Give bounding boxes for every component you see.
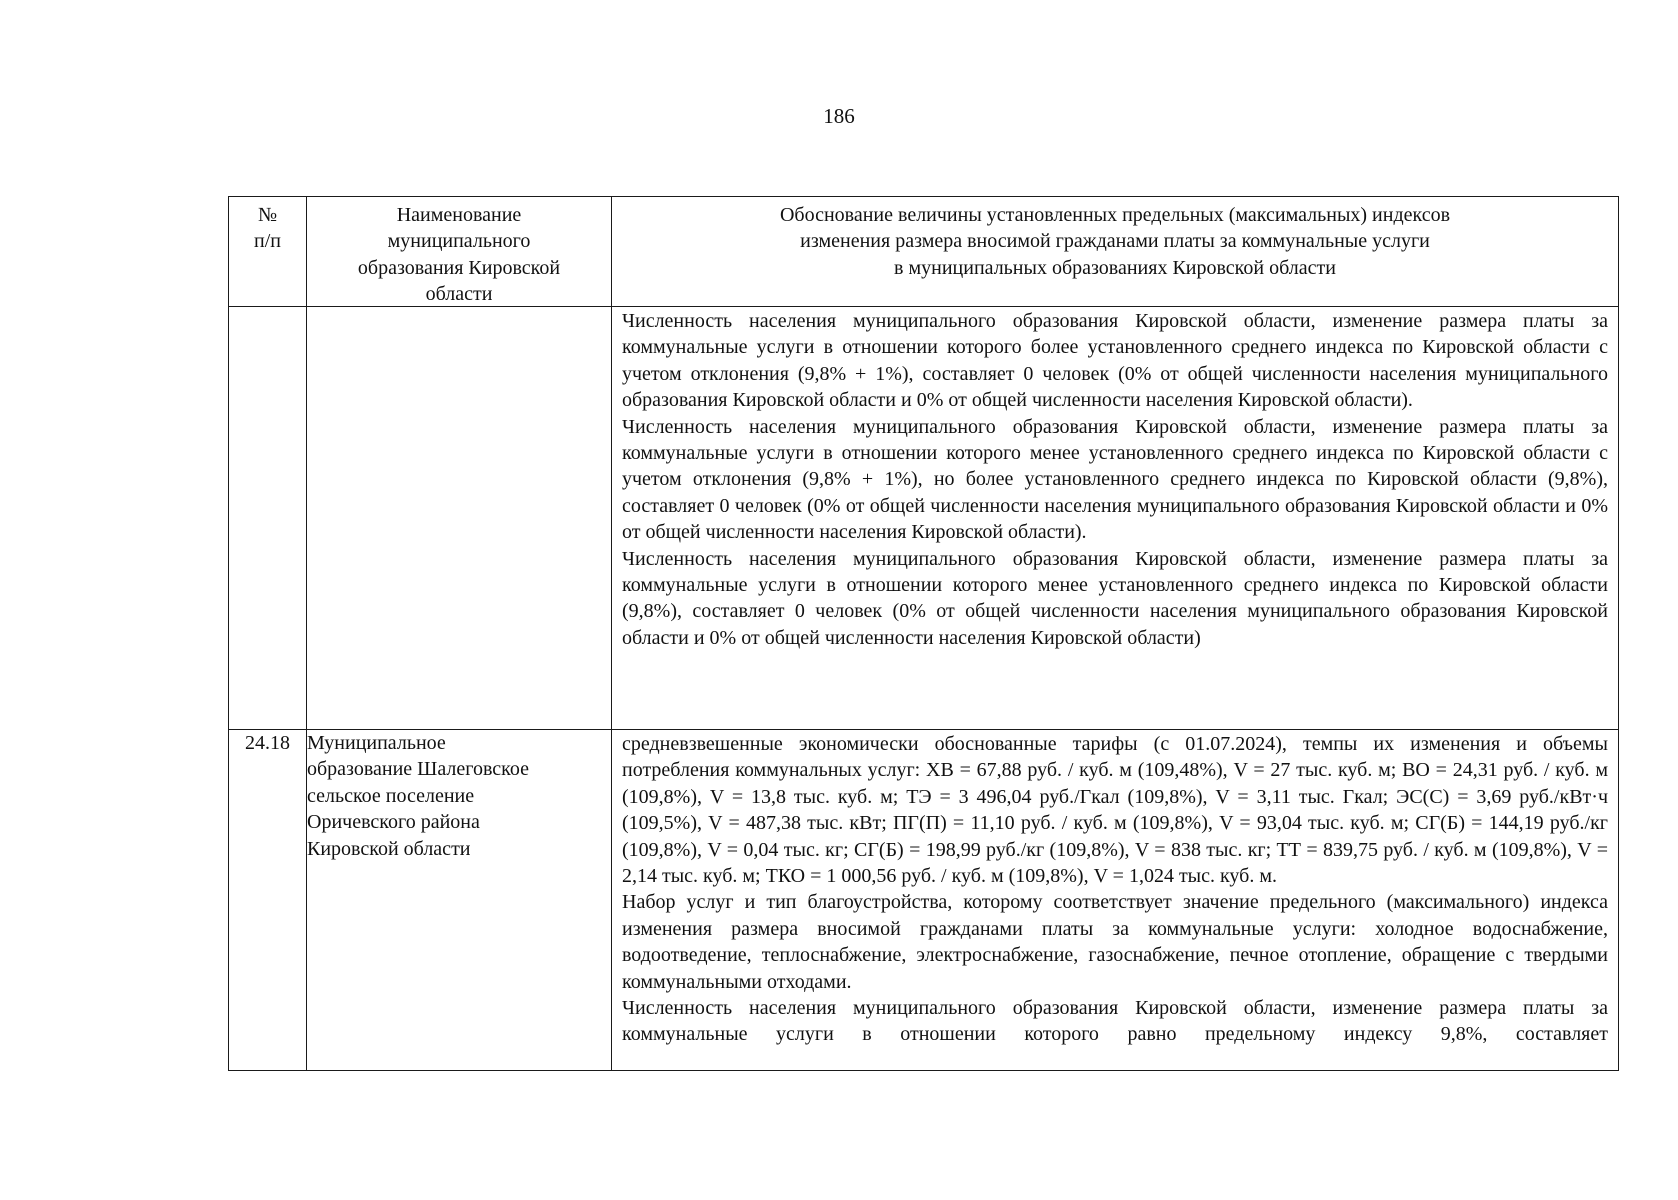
- table-row: [229, 307, 1619, 730]
- justification-cell: [612, 730, 1619, 1071]
- table-row: [229, 730, 1619, 1071]
- header-just-line: изменения размера вносимой гражданами платы за коммунальные услуги: [800, 230, 1430, 253]
- justification-cell: [612, 307, 1619, 730]
- header-municipality-name: [307, 197, 612, 307]
- header-name-line: области: [425, 283, 493, 306]
- header-num-line: п/п: [254, 230, 281, 253]
- justification-paragraph: Численность населения муниципального образования Кировской области, изменение размера платы за коммунальные услуги в отношении которого более установленного среднего индекса по Кировской области с учетом отклонения (9,8% + 1%), составляет 0 человек (0% от общей численности населения муниципального образования Кировской области и 0% от общей численности населения Кировской области).: [622, 310, 1608, 412]
- header-name-line: Наименование: [396, 204, 522, 226]
- header-justification: [612, 197, 1619, 307]
- row-number-cell: [229, 307, 307, 730]
- header-just-line: в муниципальных образованиях Кировской области: [894, 256, 1336, 279]
- justification-paragraph: Набор услуг и тип благоустройства, которому соответствует значение предельного (максимального) индекса изменения размера вносимой гражданами платы за коммунальные услуги: холодное водоснабжение, водоотведение, теплоснабжение, электроснабжение, газоснабжение, печное отопление, обращение с твердыми коммунальными отходами.: [622, 891, 1608, 993]
- justification-paragraph: Численность населения муниципального образования Кировской области, изменение размера платы за коммунальные услуги в отношении которого менее установленного среднего индекса по Кировской области с учетом отклонения (9,8% + 1%), но более установленного среднего индекса по Кировской области (9,8%), составляет 0 человек (0% от общей численности населения муниципального образования Кировской области и 0% от общей численности населения Кировской области).: [622, 415, 1608, 544]
- municipality-name-cell: [307, 307, 612, 730]
- justification-paragraph: Численность населения муниципального образования Кировской области, изменение размера платы за коммунальные услуги в отношении которого равно предельному индексу 9,8%, составляет: [622, 997, 1608, 1046]
- municipality-name-cell: [307, 730, 612, 1071]
- justification-paragraph: Численность населения муниципального образования Кировской области, изменение размера платы за коммунальные услуги в отношении которого менее установленного среднего индекса по Кировской области (9,8%), составляет 0 человек (0% от общей численности населения муниципального образования Кировской области и 0% от общей численности населения Кировской области): [622, 547, 1608, 649]
- header-name-line: муниципального: [387, 230, 531, 253]
- header-just-line: Обоснование величины установленных предельных (максимальных) индексов: [779, 204, 1451, 226]
- municipality-name-line: Оричевского района: [307, 811, 480, 834]
- municipality-name-line: образование Шалеговское: [307, 758, 529, 781]
- page-number: 186: [823, 104, 855, 128]
- municipality-name-line: сельское поселение: [307, 784, 475, 807]
- row-number-cell: 24.18: [229, 730, 307, 1071]
- header-name-line: образования Кировской: [357, 256, 561, 279]
- municipality-name-line: Муниципальное: [307, 732, 446, 754]
- justification-paragraph: средневзвешенные экономически обоснованные тарифы (с 01.07.2024), темпы их изменения и объемы потребления коммунальных услуг: ХВ = 67,88 руб. / куб. м (109,48%), V = 27 тыс. куб. м; ВО = 24,31 руб. / куб. м (109,8%), V = 13,8 тыс. куб. м; ТЭ = 3 496,04 руб./Гкал (109,8%), V = 3,11 тыс. Гкал; ЭС(С) = 3,69 руб./кВт·ч (109,5%), V = 487,38 тыс. кВт; ПГ(П) = 11,10 руб. / куб. м (109,8%), V = 93,04 тыс. куб. м; СГ(Б) = 144,19 руб./кг (109,8%), V = 0,04 тыс. кг; СГ(Б) = 198,99 руб./кг (109,8%), V = 838 тыс. кг; ТТ = 839,75 руб. / куб. м (109,8%), V = 2,14 тыс. куб. м; ТКО = 1 000,56 руб. / куб. м (109,8%), V = 1,024 тыс. куб. м.: [622, 733, 1608, 888]
- header-num-line: №: [257, 204, 278, 226]
- table-header-row: [229, 197, 1619, 307]
- header-num: [229, 197, 307, 307]
- indices-table: [228, 196, 1619, 1071]
- municipality-name-line: Кировской области: [307, 837, 471, 860]
